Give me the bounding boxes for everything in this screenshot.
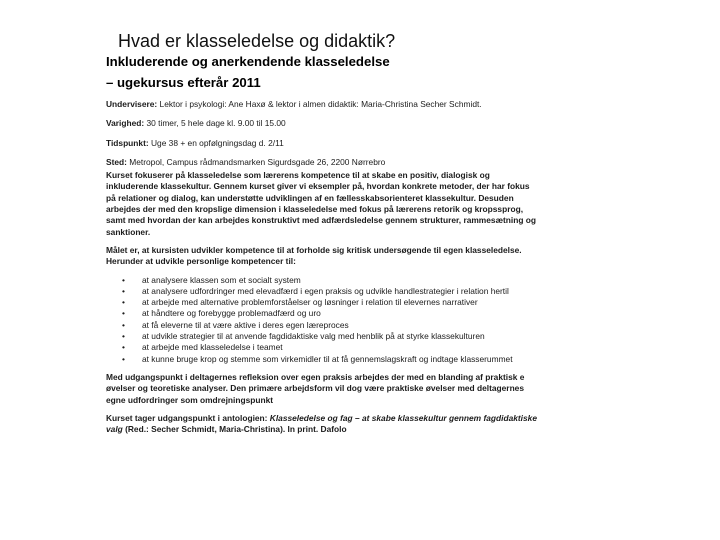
goal-intro-paragraph: Målet er, at kursisten udvikler kompetence til at forholde sig kritisk undersøgende til egen klasseledelse. Herunder at udvikle personlige kompetencer til:	[106, 244, 522, 267]
meta-key: Tidspunkt:	[106, 137, 149, 148]
list-item: • at analysere udfordringer med elevadfærd i egen praksis og udvikle handlestrategier i relation hertil	[142, 286, 538, 297]
document-scan	[106, 54, 538, 442]
document-subheading: – ugekursus efterår 2011	[106, 75, 261, 90]
goal-list	[106, 275, 538, 365]
meta-value: Lektor i psykologi: Ane Haxø & lektor i almen didaktik: Maria-Christina Secher Schmidt.	[157, 99, 482, 109]
meta-value: Uge 38 + en opfølgningsdag d. 2/11	[148, 137, 284, 148]
meta-value: Metropol, Campus rådmandsmarken Sigurdsgade 26, 2200 Nørrebro	[126, 156, 386, 167]
meta-location	[106, 157, 538, 168]
list-item: • at få eleverne til at være aktive i deres egen læreproces	[142, 320, 538, 331]
document-heading: Inkluderende og anerkendende klasseledelse	[106, 54, 390, 69]
reference-paragraph	[106, 413, 538, 436]
meta-duration	[106, 118, 538, 129]
meta-key: Undervisere:	[106, 99, 158, 109]
meta-key: Varighed:	[106, 118, 145, 129]
slide-title: Hvad er klasseledelse og didaktik?	[118, 31, 396, 51]
method-paragraph: Med udgangspunkt i deltagernes refleksion over egen praksis arbejdes der med en blanding af praktisk e øvelser og teoretiske analyser. Den primære arbejdsform vil dog være praktiske øvelser med deltagernes egne udfordringer som omdrejningspunkt	[106, 371, 525, 405]
list-item: • at arbejde med alternative problemforståelser og løsninger i relation til elevernes narrativer	[142, 297, 538, 308]
reference-prefix: Kurset tager udgangspunkt i antologien:	[106, 412, 270, 423]
list-item: • at kunne bruge krop og stemme som virkemidler til at få gennemslagskraft og indtage klasserummet	[142, 354, 538, 365]
list-item: • at analysere klassen som et socialt system	[142, 275, 538, 286]
intro-paragraph: Kurset fokuserer på klasseledelse som lærerens kompetence til at skabe en positiv, dialogisk og inkluderende klassekultur. Gennem kurset giver vi eksempler på, hvordan konkrete metoder, der har fokus på relationer og dialog, kan understøtte udviklingen af en fællesskabsorienteret klassekultur. Desuden arbejdes der med den kropslige dimension i klasseledelse med fokus på lærerens retorik og kropssprog, samt med hvordan der kan arbejdes konstruktivt med adfærdsledelse gennem strukturer, rammesætning og sanktioner.	[106, 170, 537, 237]
reference-suffix: (Red.: Secher Schmidt, Maria-Christina). In print. Dafolo	[122, 424, 347, 435]
meta-time	[106, 138, 538, 149]
list-item: • at udvikle strategier til at anvende fagdidaktiske valg med henblik på at styrke klassekulturen	[142, 331, 538, 342]
reference-title: Klasseledelse og fag – at skabe klassekultur gennem fagdidaktiske valg	[106, 412, 537, 435]
meta-key: Sted:	[106, 156, 127, 167]
meta-value: 30 timer, 5 hele dage kl. 9.00 til 15.00	[144, 118, 286, 129]
meta-teachers	[106, 99, 538, 110]
list-item: • at håndtere og forebygge problemadfærd og uro	[142, 308, 538, 319]
list-item: • at arbejde med klasseledelse i teamet	[142, 342, 538, 353]
